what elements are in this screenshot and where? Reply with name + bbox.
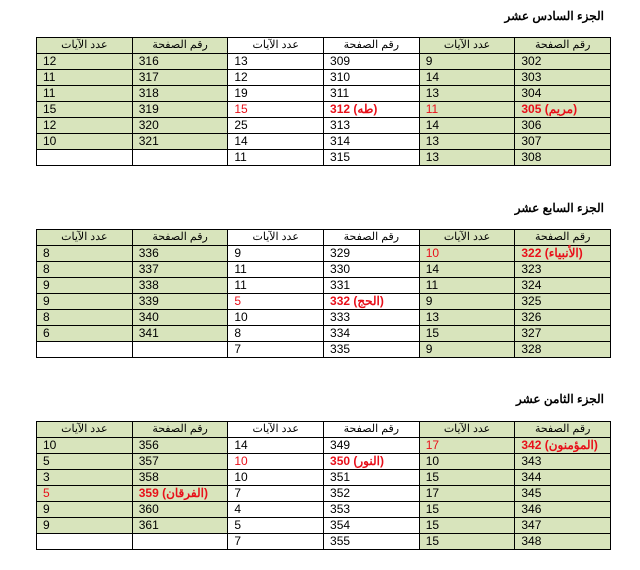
page-cell: 349	[324, 438, 420, 454]
table-row	[37, 54, 611, 70]
page-cell: 308	[515, 150, 611, 166]
section-title-juz-18: الجزء الثامن عشر	[516, 392, 604, 406]
ayat-cell: 7	[228, 534, 324, 550]
ayat-cell: 13	[419, 310, 515, 326]
header-ayat: عدد الآيات	[419, 422, 515, 438]
surah-start-ayat-cell: 10	[419, 246, 515, 262]
empty-cell	[132, 150, 228, 166]
page-cell: 324	[515, 278, 611, 294]
page-cell: 306	[515, 118, 611, 134]
ayat-cell: 14	[419, 262, 515, 278]
table-row	[37, 150, 611, 166]
juz-18-table	[36, 421, 611, 550]
page-cell: 303	[515, 70, 611, 86]
header-ayat: عدد الآيات	[37, 38, 133, 54]
ayat-cell: 9	[37, 518, 133, 534]
page-cell: 318	[132, 86, 228, 102]
page-cell: 328	[515, 342, 611, 358]
ayat-cell: 8	[37, 262, 133, 278]
page-cell: 361	[132, 518, 228, 534]
empty-cell	[132, 534, 228, 550]
page-cell: 333	[324, 310, 420, 326]
header-page: رقم الصفحة	[515, 230, 611, 246]
section-title-juz-16: الجزء السادس عشر	[504, 9, 604, 23]
page-cell: 345	[515, 486, 611, 502]
page-cell: 352	[324, 486, 420, 502]
header-page: رقم الصفحة	[324, 38, 420, 54]
header-page: رقم الصفحة	[132, 422, 228, 438]
table-row	[37, 438, 611, 454]
header-page: رقم الصفحة	[132, 230, 228, 246]
ayat-cell: 11	[228, 262, 324, 278]
ayat-cell: 9	[419, 54, 515, 70]
page-cell: 335	[324, 342, 420, 358]
table-row	[37, 278, 611, 294]
header-ayat: عدد الآيات	[228, 38, 324, 54]
page-cell: 354	[324, 518, 420, 534]
surah-start-ayat-cell: 10	[228, 454, 324, 470]
page-cell: 340	[132, 310, 228, 326]
ayat-cell: 13	[419, 134, 515, 150]
ayat-cell: 13	[419, 150, 515, 166]
ayat-cell: 6	[37, 326, 133, 342]
empty-cell	[37, 342, 133, 358]
juz-16-table	[36, 37, 611, 166]
table-row	[37, 70, 611, 86]
ayat-cell: 10	[37, 438, 133, 454]
table-row	[37, 342, 611, 358]
page-cell: 302	[515, 54, 611, 70]
surah-start-page-cell: 342 (المؤمنون)	[515, 438, 611, 454]
page-cell: 339	[132, 294, 228, 310]
header-ayat: عدد الآيات	[37, 422, 133, 438]
table-row	[37, 134, 611, 150]
header-ayat: عدد الآيات	[228, 422, 324, 438]
ayat-cell: 17	[419, 486, 515, 502]
page-cell: 326	[515, 310, 611, 326]
table-row	[37, 246, 611, 262]
ayat-cell: 15	[419, 518, 515, 534]
page-cell: 355	[324, 534, 420, 550]
table-row	[37, 294, 611, 310]
page-cell: 331	[324, 278, 420, 294]
table-row	[37, 518, 611, 534]
ayat-cell: 9	[37, 278, 133, 294]
table-row	[37, 502, 611, 518]
page-cell: 336	[132, 246, 228, 262]
table-row	[37, 454, 611, 470]
surah-start-page-cell: 312 (طه)	[324, 102, 420, 118]
page-cell: 356	[132, 438, 228, 454]
surah-start-page-cell: 359 (الفرقان)	[132, 486, 228, 502]
ayat-cell: 9	[419, 294, 515, 310]
page-cell: 348	[515, 534, 611, 550]
ayat-cell: 14	[228, 438, 324, 454]
page-cell: 321	[132, 134, 228, 150]
ayat-cell: 14	[419, 118, 515, 134]
table-row	[37, 86, 611, 102]
ayat-cell: 5	[228, 518, 324, 534]
page-cell: 327	[515, 326, 611, 342]
surah-start-page-cell: 322 (الأنبياء)	[515, 246, 611, 262]
page-cell: 351	[324, 470, 420, 486]
ayat-cell: 9	[37, 294, 133, 310]
page-cell: 338	[132, 278, 228, 294]
surah-start-ayat-cell: 15	[228, 102, 324, 118]
header-ayat: عدد الآيات	[419, 230, 515, 246]
table-row	[37, 262, 611, 278]
surah-start-ayat-cell: 5	[37, 486, 133, 502]
page-cell: 330	[324, 262, 420, 278]
page-cell: 334	[324, 326, 420, 342]
surah-start-page-cell: 350 (النور)	[324, 454, 420, 470]
page-cell: 323	[515, 262, 611, 278]
header-page: رقم الصفحة	[515, 422, 611, 438]
ayat-cell: 9	[37, 502, 133, 518]
ayat-cell: 9	[419, 342, 515, 358]
page-cell: 337	[132, 262, 228, 278]
ayat-cell: 19	[228, 86, 324, 102]
ayat-cell: 11	[37, 86, 133, 102]
ayat-cell: 10	[228, 470, 324, 486]
page-cell: 346	[515, 502, 611, 518]
header-page: رقم الصفحة	[515, 38, 611, 54]
ayat-cell: 7	[228, 486, 324, 502]
table-row	[37, 534, 611, 550]
ayat-cell: 10	[228, 310, 324, 326]
table-row	[37, 102, 611, 118]
page-cell: 325	[515, 294, 611, 310]
page-cell: 357	[132, 454, 228, 470]
page-cell: 358	[132, 470, 228, 486]
page-cell: 329	[324, 246, 420, 262]
page-cell: 315	[324, 150, 420, 166]
juz-17-table	[36, 229, 611, 358]
page-cell: 360	[132, 502, 228, 518]
table-row	[37, 326, 611, 342]
ayat-cell: 3	[37, 470, 133, 486]
page-cell: 319	[132, 102, 228, 118]
table-row	[37, 470, 611, 486]
empty-cell	[37, 150, 133, 166]
ayat-cell: 15	[419, 534, 515, 550]
page-cell: 353	[324, 502, 420, 518]
header-page: رقم الصفحة	[324, 422, 420, 438]
page-cell: 304	[515, 86, 611, 102]
ayat-cell: 15	[419, 470, 515, 486]
header-page: رقم الصفحة	[132, 38, 228, 54]
page-cell: 341	[132, 326, 228, 342]
surah-start-ayat-cell: 17	[419, 438, 515, 454]
ayat-cell: 8	[228, 326, 324, 342]
header-ayat: عدد الآيات	[228, 230, 324, 246]
ayat-cell: 14	[419, 70, 515, 86]
ayat-cell: 4	[228, 502, 324, 518]
header-page: رقم الصفحة	[324, 230, 420, 246]
ayat-cell: 5	[37, 454, 133, 470]
ayat-cell: 7	[228, 342, 324, 358]
ayat-cell: 9	[228, 246, 324, 262]
ayat-cell: 12	[37, 54, 133, 70]
page-cell: 310	[324, 70, 420, 86]
ayat-cell: 15	[37, 102, 133, 118]
header-ayat: عدد الآيات	[37, 230, 133, 246]
ayat-cell: 14	[228, 134, 324, 150]
page-cell: 344	[515, 470, 611, 486]
ayat-cell: 13	[228, 54, 324, 70]
page-cell: 347	[515, 518, 611, 534]
ayat-cell: 25	[228, 118, 324, 134]
page-cell: 316	[132, 54, 228, 70]
ayat-cell: 10	[37, 134, 133, 150]
section-title-juz-17: الجزء السابع عشر	[514, 201, 604, 215]
empty-cell	[37, 534, 133, 550]
surah-start-page-cell: 305 (مريم)	[515, 102, 611, 118]
ayat-cell: 12	[37, 118, 133, 134]
page-cell: 314	[324, 134, 420, 150]
empty-cell	[132, 342, 228, 358]
ayat-cell: 11	[228, 278, 324, 294]
page-cell: 320	[132, 118, 228, 134]
surah-start-ayat-cell: 11	[419, 102, 515, 118]
page-cell: 309	[324, 54, 420, 70]
table-row	[37, 486, 611, 502]
ayat-cell: 11	[228, 150, 324, 166]
page-cell: 311	[324, 86, 420, 102]
page-cell: 317	[132, 70, 228, 86]
surah-start-ayat-cell: 5	[228, 294, 324, 310]
ayat-cell: 10	[419, 454, 515, 470]
ayat-cell: 12	[228, 70, 324, 86]
page-cell: 343	[515, 454, 611, 470]
ayat-cell: 15	[419, 502, 515, 518]
ayat-cell: 13	[419, 86, 515, 102]
page-cell: 313	[324, 118, 420, 134]
table-row	[37, 118, 611, 134]
page-cell: 307	[515, 134, 611, 150]
header-ayat: عدد الآيات	[419, 38, 515, 54]
surah-start-page-cell: 332 (الحج)	[324, 294, 420, 310]
ayat-cell: 15	[419, 326, 515, 342]
ayat-cell: 11	[37, 70, 133, 86]
ayat-cell: 11	[419, 278, 515, 294]
ayat-cell: 8	[37, 246, 133, 262]
table-row	[37, 310, 611, 326]
ayat-cell: 8	[37, 310, 133, 326]
